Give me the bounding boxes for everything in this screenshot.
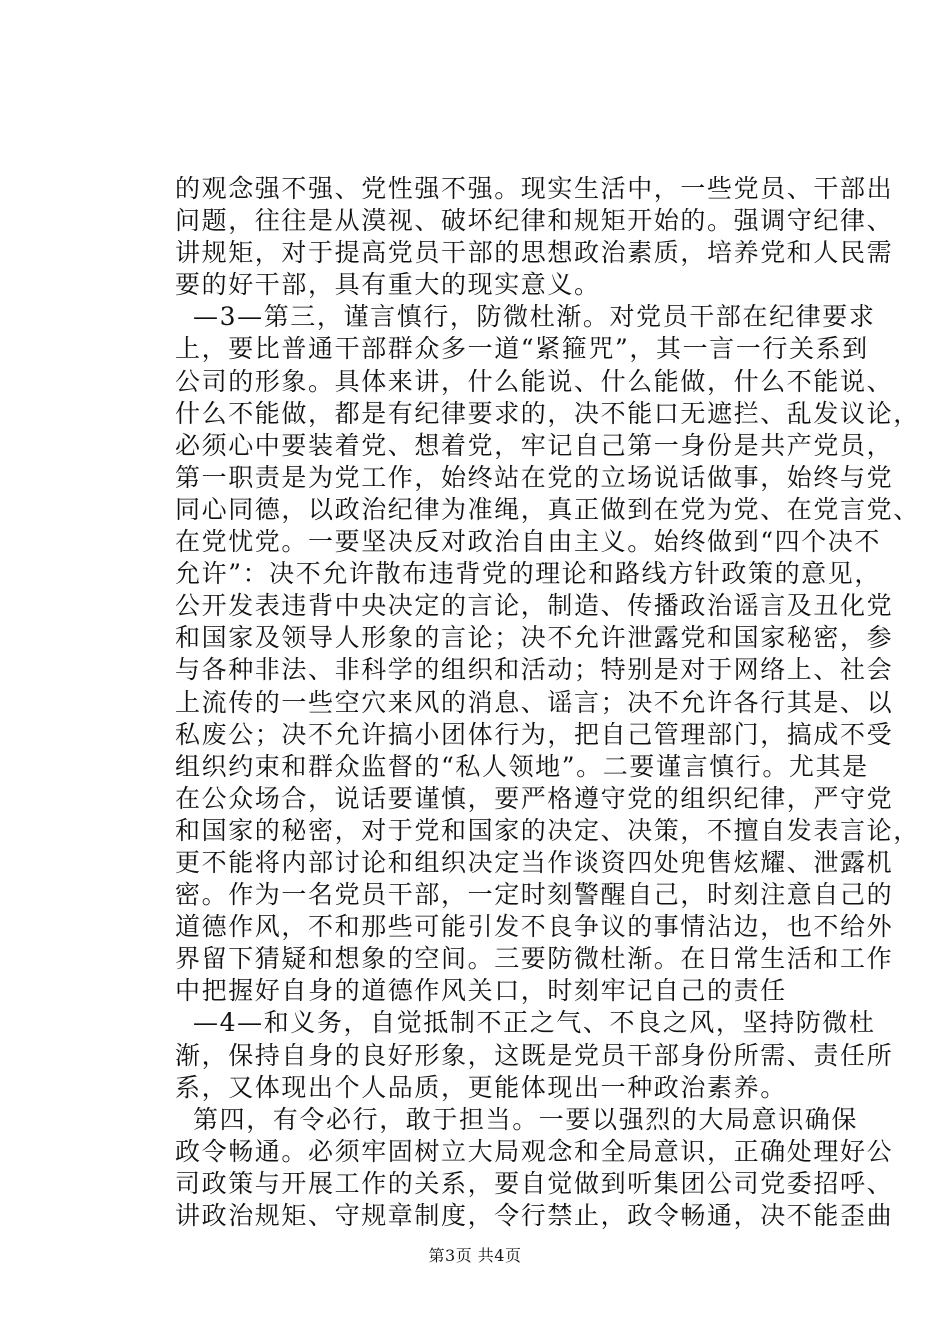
text-line: 上，要比普通干部群众多一道“紧箍咒”，其一言一行关系到 xyxy=(175,334,869,364)
text-line: 必须心中要装着党、想着党，牢记自己第一身份是共产党员， xyxy=(175,430,894,460)
text-line: 同心同德，以政治纪律为准绳，真正做到在党为党、在党言党、 xyxy=(175,494,920,524)
page-footer: 第3页 共4页 xyxy=(428,1246,522,1265)
text-line: 在公众场合，说话要谨慎，要严格遵守党的组织纪律，严守党 xyxy=(175,783,894,813)
text-line: 界留下猜疑和想象的空间。三要防微杜渐。在日常生活和工作 xyxy=(175,944,894,974)
text-line: 系，又体现出个人品质，更能体现出一种政治素养。 xyxy=(175,1072,787,1102)
text-line: 私废公；决不允许搞小团体行为，把自己管理部门，搞成不受 xyxy=(175,719,894,749)
text-line: 讲政治规矩、守规章制度，令行禁止，政令畅通，决不能歪曲 xyxy=(175,1201,894,1230)
text-line: 的观念强不强、党性强不强。现实生活中，一些党员、干部出 xyxy=(175,174,894,203)
text-line: 公司的形象。具体来讲，什么能说、什么能做，什么不能说、 xyxy=(175,366,894,396)
text-line: 与各种非法、非科学的组织和活动；特别是对于网络上、社会 xyxy=(175,655,894,685)
text-line: 第四，有令必行，敢于担当。一要以强烈的大局意识确保 xyxy=(193,1104,859,1134)
text-line: 要的好干部，具有重大的现实意义。 xyxy=(175,270,601,300)
text-line: 渐，保持自身的良好形象，这既是党员干部身份所需、责任所 xyxy=(175,1040,894,1070)
text-line: 密。作为一名党员干部，一定时刻警醒自己，时刻注意自己的 xyxy=(175,880,894,910)
text-line: 讲规矩，对于提高党员干部的思想政治素质，培养党和人民需 xyxy=(175,238,894,268)
text-line: —4—和义务，自觉抵制不正之气、不良之风，坚持防微杜 xyxy=(193,1008,876,1038)
text-line: 道德作风，不和那些可能引发不良争议的事情沾边，也不给外 xyxy=(175,912,894,942)
text-line: 中把握好自身的道德作风关口，时刻牢记自己的责任 xyxy=(175,976,787,1006)
text-line: 更不能将内部讨论和组织决定当作谈资四处兜售炫耀、泄露机 xyxy=(175,847,894,877)
text-line: 允许”：决不允许散布违背党的理论和路线方针政策的意见， xyxy=(175,559,881,589)
text-line: 组织约束和群众监督的“私人领地”。二要谨言慎行。尤其是 xyxy=(175,751,869,781)
body-text xyxy=(175,173,920,1232)
text-line: 在党忧党。一要坚决反对政治自由主义。始终做到“四个决不 xyxy=(175,527,881,557)
text-line: 司政策与开展工作的关系，要自觉做到听集团公司党委招呼、 xyxy=(175,1168,894,1198)
text-line: 和国家的秘密，对于党和国家的决定、决策，不擅自发表言论， xyxy=(175,815,920,845)
text-line: 上流传的一些空穴来风的消息、谣言；决不允许各行其是、以 xyxy=(175,687,894,717)
text-line: 政令畅通。必须牢固树立大局观念和全局意识，正确处理好公 xyxy=(175,1136,894,1166)
text-line: 公开发表违背中央决定的言论，制造、传播政治谣言及丑化党 xyxy=(175,591,894,621)
text-line: 和国家及领导人形象的言论；决不允许泄露党和国家秘密，参 xyxy=(175,623,894,653)
text-line: 第一职责是为党工作，始终站在党的立场说话做事，始终与党 xyxy=(175,462,894,492)
text-line: 什么不能做，都是有纪律要求的，决不能口无遮拦、乱发议论， xyxy=(175,398,920,428)
text-line: —3—第三，谨言慎行，防微杜渐。对党员干部在纪律要求 xyxy=(193,302,876,332)
text-line: 问题，往往是从漠视、破坏纪律和规矩开始的。强调守纪律、 xyxy=(175,206,894,236)
